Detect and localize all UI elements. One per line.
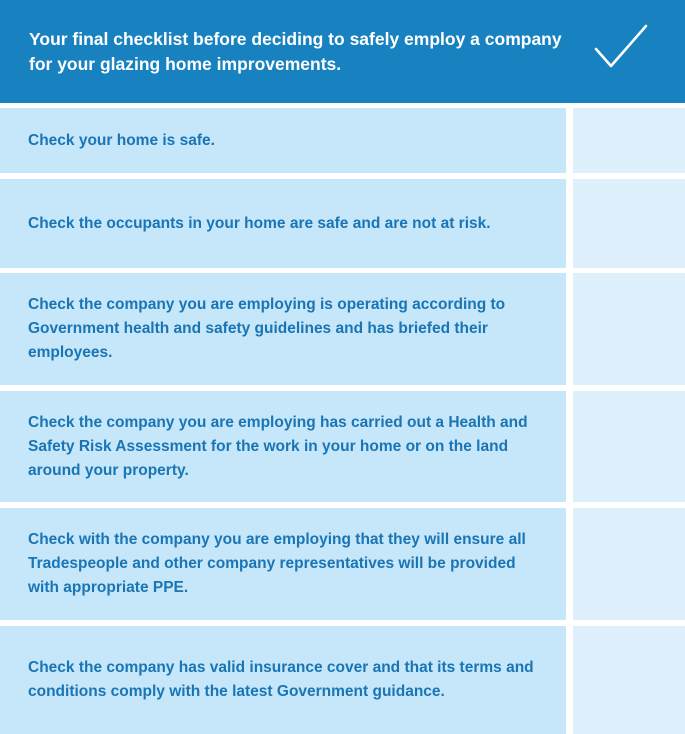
checklist-header <box>0 0 685 103</box>
checklist-item-text-cell <box>0 273 566 385</box>
checklist-item-checkbox[interactable] <box>573 273 685 385</box>
checklist-row <box>0 179 685 268</box>
checklist-item-text: Check the occupants in your home are safe and are not at risk. <box>28 214 491 232</box>
checklist-row <box>0 391 685 502</box>
checklist-item-checkbox[interactable] <box>573 179 685 268</box>
checklist-row <box>0 108 685 173</box>
checklist-item-checkbox[interactable] <box>573 391 685 502</box>
checkmark-icon <box>591 22 651 74</box>
checklist-item-text-cell <box>0 626 566 734</box>
checklist-item-checkbox[interactable] <box>573 626 685 734</box>
checklist-item-checkbox[interactable] <box>573 108 685 173</box>
checklist-row <box>0 273 685 385</box>
checklist-row <box>0 626 685 734</box>
checklist-title: Your final checklist before deciding to safely employ a company for your glazing home improvements. <box>29 29 562 74</box>
checklist-item-text-cell <box>0 508 566 620</box>
checklist-item-checkbox[interactable] <box>573 508 685 620</box>
checklist-item-text: Check the company has valid insurance cover and that its terms and conditions comply with the latest Government guidance. <box>28 659 534 700</box>
checklist-row <box>0 508 685 620</box>
checklist-item-text: Check the company you are employing has carried out a Health and Safety Risk Assessment for the work in your home or on the land around your property. <box>28 413 528 479</box>
checklist-item-text: Check your home is safe. <box>28 131 215 149</box>
checklist-item-text-cell <box>0 179 566 268</box>
checklist-item-text: Check the company you are employing is operating according to Government health and safety guidelines and has briefed their employees. <box>28 296 506 361</box>
checklist-item-text: Check with the company you are employing that they will ensure all Tradespeople and other company representatives will be provided with appropriate PPE. <box>28 531 526 596</box>
checklist-item-text-cell <box>0 108 566 173</box>
checklist-item-text-cell <box>0 391 566 502</box>
